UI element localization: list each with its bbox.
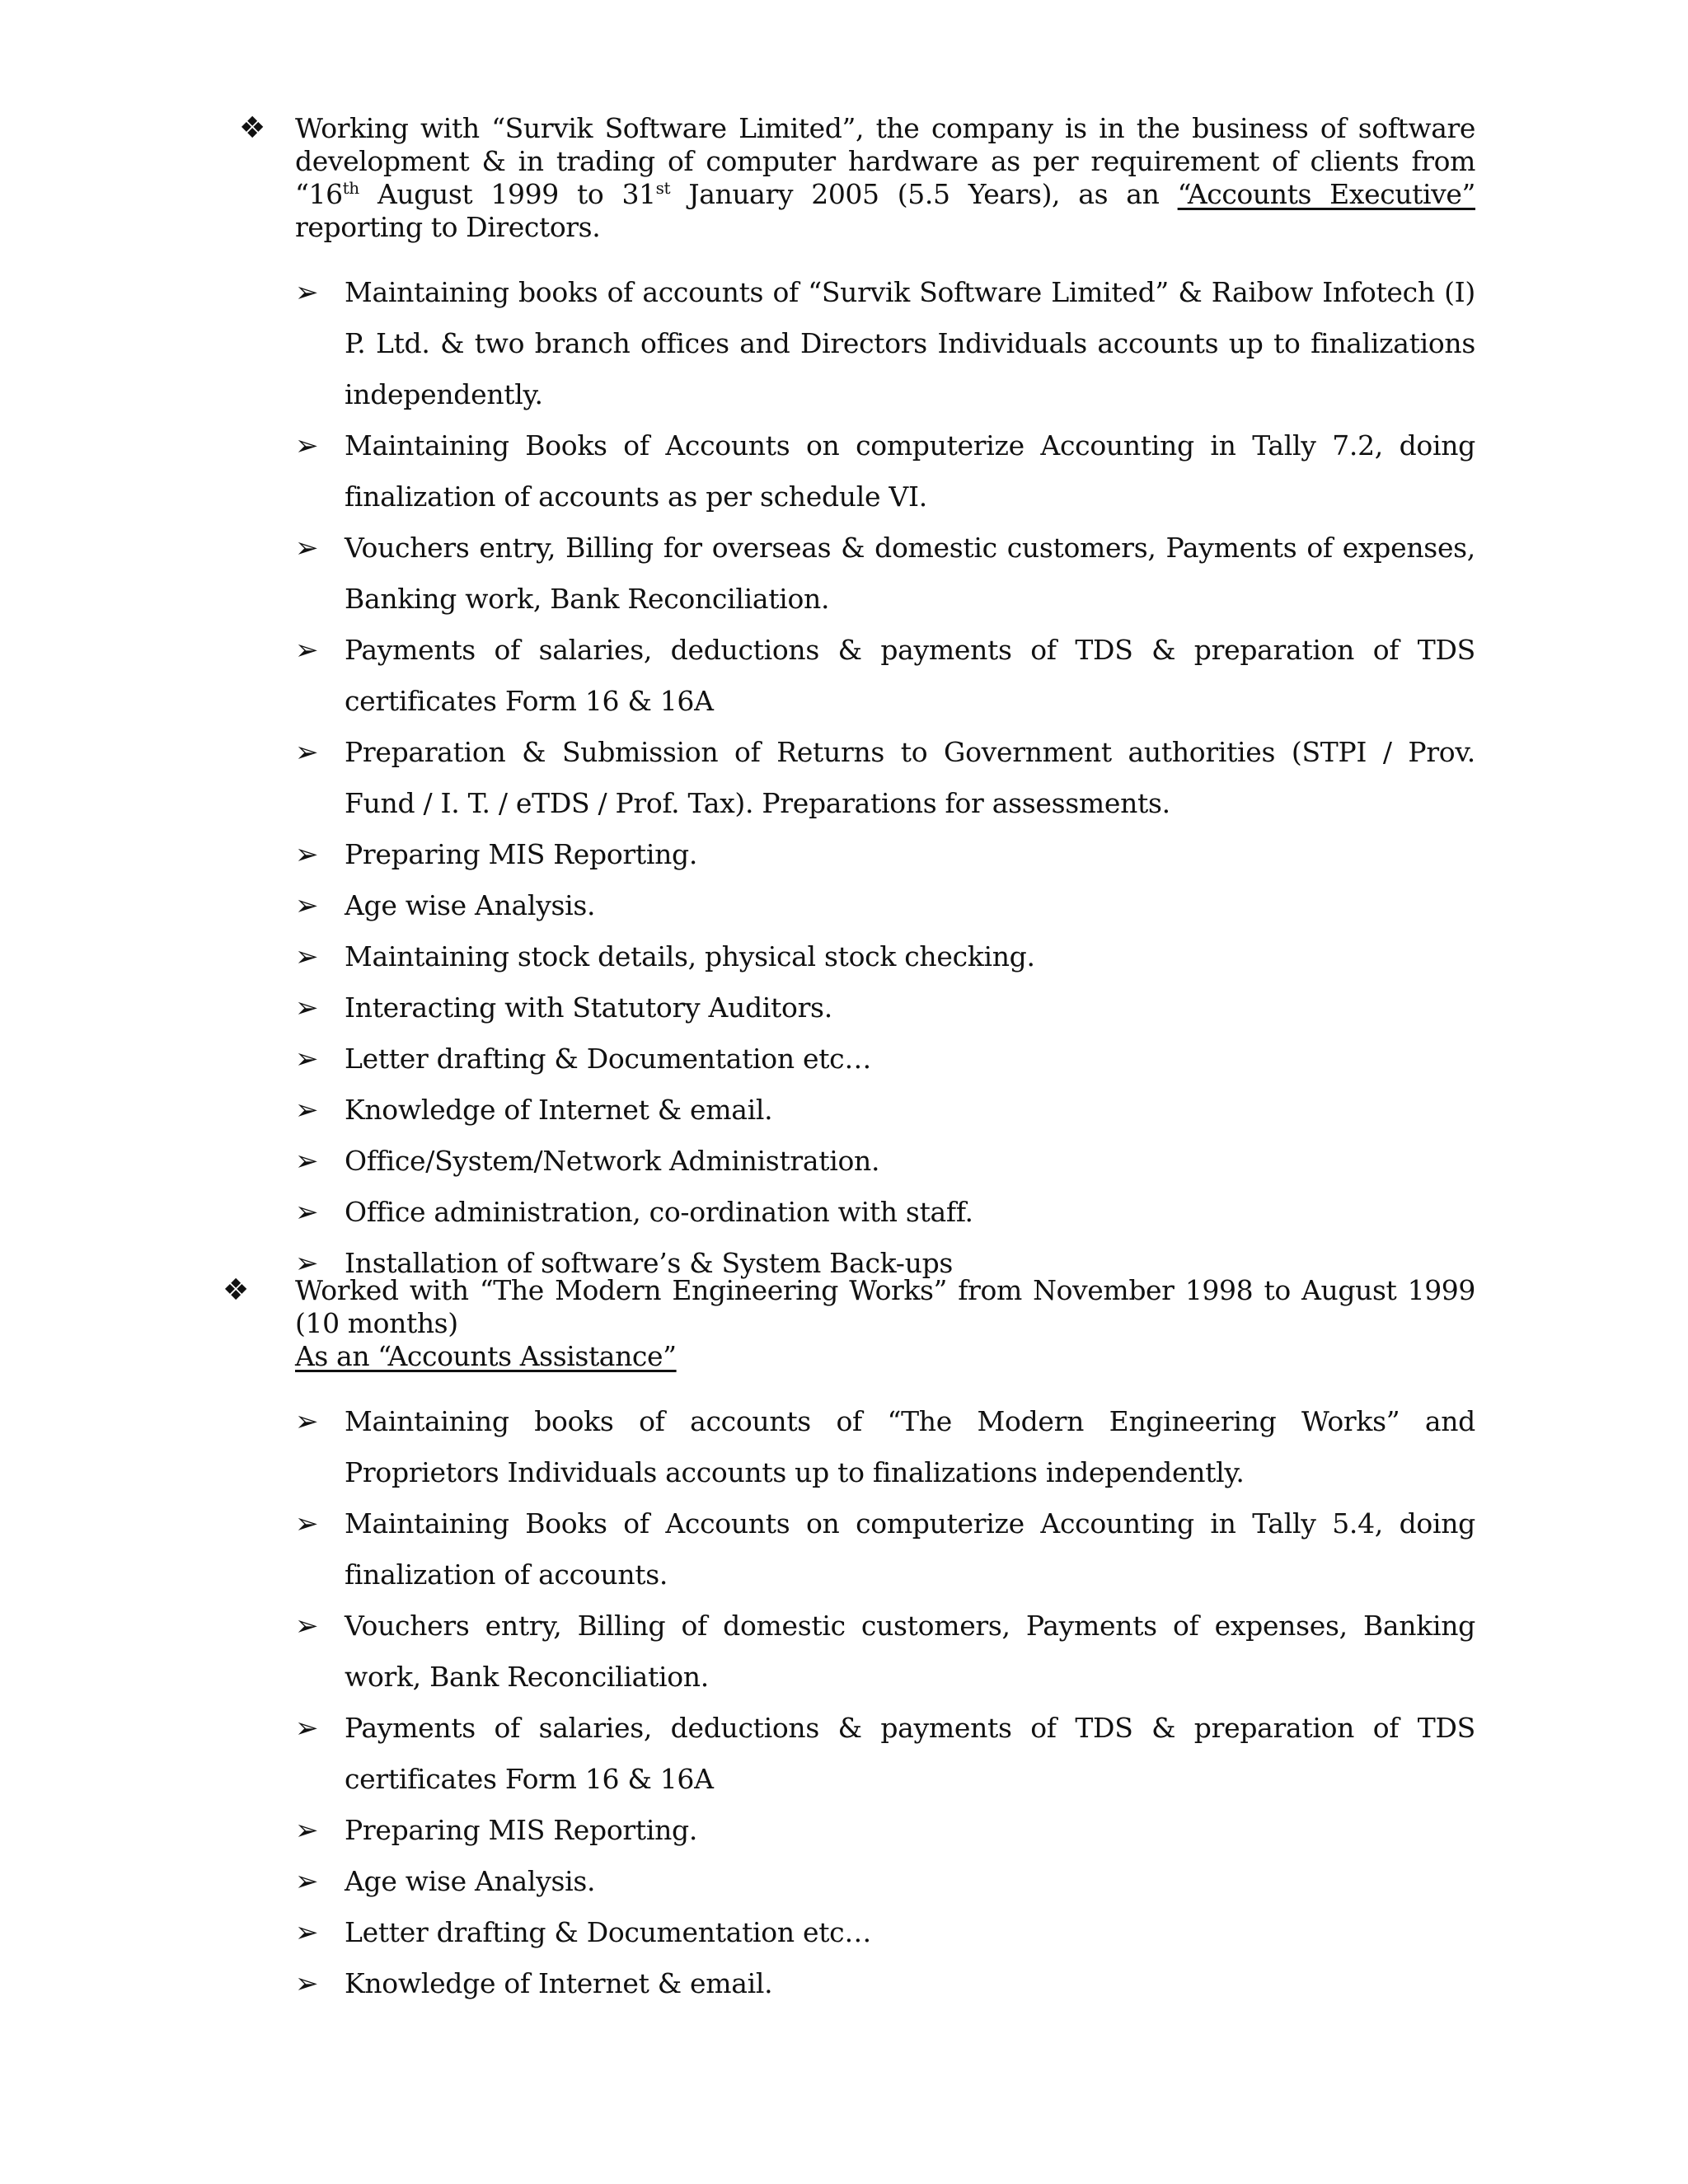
list-item: ➢ Letter drafting & Documentation etc… xyxy=(223,1907,1475,1958)
list-item: ➢ Preparing MIS Reporting. xyxy=(223,1805,1475,1856)
arrow-bullet-icon: ➢ xyxy=(295,1814,319,1847)
duties-list xyxy=(223,1396,1475,2009)
arrow-bullet-icon: ➢ xyxy=(295,1196,319,1229)
job-entry-modern-engineering xyxy=(223,1274,1475,2009)
arrow-bullet-icon: ➢ xyxy=(295,276,319,309)
list-item: ➢ Knowledge of Internet & email. xyxy=(223,1958,1475,2009)
intro-text: Worked with “The Modern Engineering Works” from November 1998 to August 1999 (10 months) xyxy=(295,1274,1475,1339)
list-item: ➢ Vouchers entry, Billing for overseas & domestic customers, Payments of expenses, Banking work, Bank Reconciliation. xyxy=(223,523,1475,625)
list-item: ➢ Letter drafting & Documentation etc… xyxy=(223,1033,1475,1085)
arrow-bullet-icon: ➢ xyxy=(295,1094,319,1127)
list-item: ➢ Age wise Analysis. xyxy=(223,880,1475,931)
arrow-bullet-icon: ➢ xyxy=(295,634,319,667)
list-item: ➢ Office/System/Network Administration. xyxy=(223,1136,1475,1187)
arrow-bullet-icon: ➢ xyxy=(295,889,319,922)
arrow-bullet-icon: ➢ xyxy=(295,429,319,462)
list-item: ➢ Preparation & Submission of Returns to Government authorities (STPI / Prov. Fund / I. T. / eTDS / Prof. Tax). Preparations for assessments. xyxy=(223,727,1475,829)
diamond-bullet-icon: ❖ xyxy=(239,111,265,145)
list-item: ➢ Maintaining books of accounts of “Survik Software Limited” & Raibow Infotech (I) P. Ltd. & two branch offices and Directors Individuals accounts up to finalizations independently. xyxy=(223,267,1475,420)
arrow-bullet-icon: ➢ xyxy=(295,1610,319,1643)
list-item: ➢ Knowledge of Internet & email. xyxy=(223,1085,1475,1136)
list-item: ➢ Maintaining Books of Accounts on computerize Accounting in Tally 7.2, doing finalization of accounts as per schedule VI. xyxy=(223,420,1475,523)
job-entry-survik xyxy=(223,112,1475,1289)
list-item: ➢ Payments of salaries, deductions & payments of TDS & preparation of TDS certificates Form 16 & 16A xyxy=(223,625,1475,727)
list-item: ➢ Installation of software’s & System Back-ups xyxy=(223,1238,1475,1289)
arrow-bullet-icon: ➢ xyxy=(295,940,319,973)
list-item: ➢ Age wise Analysis. xyxy=(223,1856,1475,1907)
job-intro xyxy=(223,112,1475,244)
arrow-bullet-icon: ➢ xyxy=(295,736,319,769)
duties-list xyxy=(223,267,1475,1289)
list-item: ➢ Preparing MIS Reporting. xyxy=(223,829,1475,880)
list-item: ➢ Interacting with Statutory Auditors. xyxy=(223,982,1475,1033)
arrow-bullet-icon: ➢ xyxy=(295,1405,319,1438)
list-item: ➢ Vouchers entry, Billing of domestic customers, Payments of expenses, Banking work, Bank Reconciliation. xyxy=(223,1601,1475,1703)
arrow-bullet-icon: ➢ xyxy=(295,1712,319,1745)
arrow-bullet-icon: ➢ xyxy=(295,838,319,871)
diamond-bullet-icon: ❖ xyxy=(223,1273,249,1307)
arrow-bullet-icon: ➢ xyxy=(295,1916,319,1949)
list-item: ➢ Maintaining stock details, physical stock checking. xyxy=(223,931,1475,982)
job-role-title: “Accounts Executive” xyxy=(1177,178,1475,210)
arrow-bullet-icon: ➢ xyxy=(295,991,319,1024)
arrow-bullet-icon: ➢ xyxy=(295,1967,319,2000)
job-intro xyxy=(223,1274,1475,1373)
arrow-bullet-icon: ➢ xyxy=(295,1865,319,1898)
intro-text: January 2005 (5.5 Years), as an xyxy=(670,178,1178,210)
list-item: ➢ Maintaining books of accounts of “The Modern Engineering Works” and Proprietors Individuals accounts up to finalizations independently. xyxy=(223,1396,1475,1498)
list-item: ➢ Payments of salaries, deductions & payments of TDS & preparation of TDS certificates Form 16 & 16A xyxy=(223,1703,1475,1805)
ordinal-suffix: th xyxy=(342,178,359,198)
list-item: ➢ Maintaining Books of Accounts on computerize Accounting in Tally 5.4, doing finalization of accounts. xyxy=(223,1498,1475,1601)
arrow-bullet-icon: ➢ xyxy=(295,532,319,565)
list-item: ➢ Office administration, co-ordination with staff. xyxy=(223,1187,1475,1238)
intro-text: Working with “Survik Software Limited”, the company is in the business of software development & in trading of computer hardware as per requirement of clients from “16 xyxy=(295,112,1475,210)
arrow-bullet-icon: ➢ xyxy=(295,1247,319,1280)
ordinal-suffix: st xyxy=(655,178,671,198)
job-role-title: As an “Accounts Assistance” xyxy=(295,1340,677,1372)
arrow-bullet-icon: ➢ xyxy=(295,1507,319,1540)
intro-text: August 1999 to 31 xyxy=(359,178,656,210)
intro-text: reporting to Directors. xyxy=(295,211,601,243)
arrow-bullet-icon: ➢ xyxy=(295,1043,319,1076)
arrow-bullet-icon: ➢ xyxy=(295,1145,319,1178)
